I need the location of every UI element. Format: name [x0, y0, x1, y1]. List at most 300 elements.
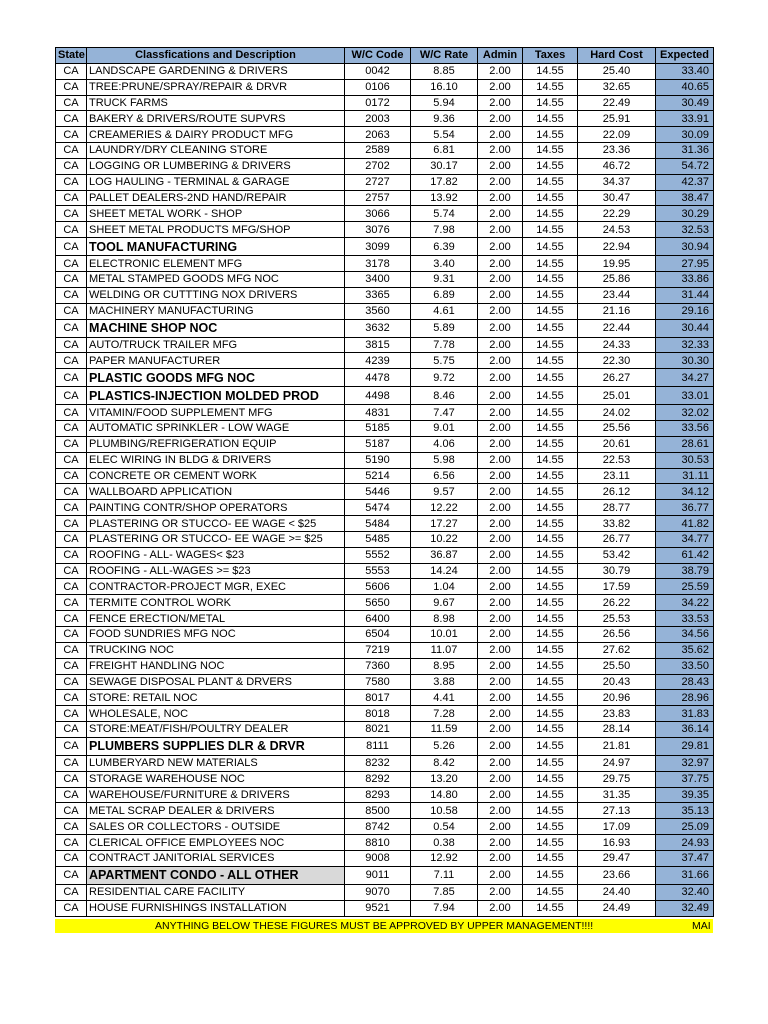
table-row — [56, 143, 714, 159]
cell-admin: 2.00 — [478, 803, 523, 819]
cell-wc-code: 8018 — [345, 706, 411, 722]
table-row — [56, 158, 714, 174]
cell-hard-cost: 26.56 — [578, 627, 656, 643]
cell-expected: 31.11 — [656, 468, 714, 484]
cell-taxes: 14.55 — [523, 127, 578, 143]
cell-wc-code: 8017 — [345, 690, 411, 706]
cell-wc-rate: 8.95 — [411, 658, 478, 674]
cell-wc-rate: 5.94 — [411, 95, 478, 111]
cell-state: CA — [56, 256, 87, 272]
table-row — [56, 79, 714, 95]
cell-state: CA — [56, 850, 87, 866]
table-row — [56, 819, 714, 835]
cell-wc-rate: 5.89 — [411, 319, 478, 337]
cell-admin: 2.00 — [478, 238, 523, 256]
cell-taxes: 14.55 — [523, 835, 578, 851]
cell-wc-code: 9521 — [345, 900, 411, 916]
cell-state: CA — [56, 595, 87, 611]
cell-hard-cost: 21.16 — [578, 303, 656, 319]
cell-taxes: 14.55 — [523, 595, 578, 611]
table-row — [56, 755, 714, 771]
cell-expected: 40.65 — [656, 79, 714, 95]
table-row — [56, 206, 714, 222]
header-taxes: Taxes — [523, 48, 578, 64]
cell-expected: 37.47 — [656, 850, 714, 866]
cell-hard-cost: 26.22 — [578, 595, 656, 611]
cell-description: LAUNDRY/DRY CLEANING STORE — [87, 143, 345, 159]
table-row — [56, 516, 714, 532]
cell-wc-code: 2702 — [345, 158, 411, 174]
cell-wc-rate: 7.11 — [411, 866, 478, 884]
cell-wc-code: 0172 — [345, 95, 411, 111]
cell-admin: 2.00 — [478, 500, 523, 516]
cell-taxes: 14.55 — [523, 547, 578, 563]
cell-description: APARTMENT CONDO - ALL OTHER — [87, 866, 345, 884]
cell-description: SEWAGE DISPOSAL PLANT & DRVERS — [87, 674, 345, 690]
table-row — [56, 642, 714, 658]
cell-description: TREE:PRUNE/SPRAY/REPAIR & DRVR — [87, 79, 345, 95]
cell-hard-cost: 24.53 — [578, 222, 656, 238]
cell-wc-code: 8232 — [345, 755, 411, 771]
cell-expected: 32.40 — [656, 884, 714, 900]
cell-taxes: 14.55 — [523, 436, 578, 452]
table-row — [56, 500, 714, 516]
cell-expected: 38.79 — [656, 563, 714, 579]
cell-admin: 2.00 — [478, 484, 523, 500]
cell-taxes: 14.55 — [523, 95, 578, 111]
cell-wc-rate: 12.22 — [411, 500, 478, 516]
cell-state: CA — [56, 627, 87, 643]
cell-description: RESIDENTIAL CARE FACILITY — [87, 884, 345, 900]
cell-state: CA — [56, 222, 87, 238]
cell-expected: 33.01 — [656, 387, 714, 405]
cell-wc-rate: 36.87 — [411, 547, 478, 563]
cell-wc-rate: 3.40 — [411, 256, 478, 272]
cell-admin: 2.00 — [478, 579, 523, 595]
cell-taxes: 14.55 — [523, 803, 578, 819]
cell-admin: 2.00 — [478, 595, 523, 611]
cell-description: PLUMBING/REFRIGERATION EQUIP — [87, 436, 345, 452]
cell-taxes: 14.55 — [523, 256, 578, 272]
cell-taxes: 14.55 — [523, 690, 578, 706]
cell-admin: 2.00 — [478, 271, 523, 287]
cell-hard-cost: 46.72 — [578, 158, 656, 174]
cell-admin: 2.00 — [478, 111, 523, 127]
cell-admin: 2.00 — [478, 421, 523, 437]
cell-expected: 30.09 — [656, 127, 714, 143]
cell-hard-cost: 30.79 — [578, 563, 656, 579]
cell-wc-rate: 10.22 — [411, 531, 478, 547]
cell-admin: 2.00 — [478, 900, 523, 916]
cell-wc-code: 3632 — [345, 319, 411, 337]
cell-expected: 34.12 — [656, 484, 714, 500]
cell-state: CA — [56, 127, 87, 143]
cell-admin: 2.00 — [478, 95, 523, 111]
table-row — [56, 319, 714, 337]
cell-expected: 31.83 — [656, 706, 714, 722]
cell-wc-code: 8500 — [345, 803, 411, 819]
cell-hard-cost: 33.82 — [578, 516, 656, 532]
cell-hard-cost: 24.97 — [578, 755, 656, 771]
cell-description: PALLET DEALERS-2ND HAND/REPAIR — [87, 190, 345, 206]
cell-admin: 2.00 — [478, 516, 523, 532]
cell-wc-rate: 9.72 — [411, 369, 478, 387]
cell-expected: 33.40 — [656, 63, 714, 79]
cell-expected: 28.43 — [656, 674, 714, 690]
table-row — [56, 238, 714, 256]
cell-expected: 30.29 — [656, 206, 714, 222]
cell-hard-cost: 22.09 — [578, 127, 656, 143]
cell-hard-cost: 29.47 — [578, 850, 656, 866]
table-row — [56, 866, 714, 884]
cell-wc-code: 2063 — [345, 127, 411, 143]
cell-hard-cost: 20.43 — [578, 674, 656, 690]
cell-hard-cost: 20.96 — [578, 690, 656, 706]
cell-description: STORE: RETAIL NOC — [87, 690, 345, 706]
cell-wc-code: 4498 — [345, 387, 411, 405]
cell-state: CA — [56, 484, 87, 500]
cell-state: CA — [56, 611, 87, 627]
cell-wc-code: 5185 — [345, 421, 411, 437]
cell-state: CA — [56, 642, 87, 658]
cell-wc-rate: 5.75 — [411, 353, 478, 369]
cell-wc-rate: 9.31 — [411, 271, 478, 287]
cell-admin: 2.00 — [478, 158, 523, 174]
table-row — [56, 303, 714, 319]
cell-admin: 2.00 — [478, 563, 523, 579]
table-row — [56, 850, 714, 866]
cell-taxes: 14.55 — [523, 627, 578, 643]
cell-description: MACHINERY MANUFACTURING — [87, 303, 345, 319]
cell-hard-cost: 22.30 — [578, 353, 656, 369]
cell-state: CA — [56, 884, 87, 900]
cell-expected: 34.22 — [656, 595, 714, 611]
cell-description: METAL STAMPED GOODS MFG NOC — [87, 271, 345, 287]
cell-wc-code: 3178 — [345, 256, 411, 272]
cell-expected: 29.16 — [656, 303, 714, 319]
cell-wc-rate: 1.04 — [411, 579, 478, 595]
cell-wc-code: 8021 — [345, 722, 411, 738]
cell-state: CA — [56, 468, 87, 484]
cell-description: PAINTING CONTR/SHOP OPERATORS — [87, 500, 345, 516]
cell-state: CA — [56, 755, 87, 771]
cell-admin: 2.00 — [478, 303, 523, 319]
cell-wc-code: 5190 — [345, 452, 411, 468]
cell-wc-rate: 4.61 — [411, 303, 478, 319]
cell-state: CA — [56, 690, 87, 706]
cell-taxes: 14.55 — [523, 787, 578, 803]
cell-hard-cost: 34.37 — [578, 174, 656, 190]
cell-state: CA — [56, 436, 87, 452]
cell-taxes: 14.55 — [523, 111, 578, 127]
cell-expected: 30.30 — [656, 353, 714, 369]
cell-wc-rate: 10.01 — [411, 627, 478, 643]
cell-state: CA — [56, 190, 87, 206]
cell-description: SHEET METAL WORK - SHOP — [87, 206, 345, 222]
cell-admin: 2.00 — [478, 642, 523, 658]
cell-description: TERMITE CONTROL WORK — [87, 595, 345, 611]
cell-state: CA — [56, 547, 87, 563]
cell-wc-code: 3099 — [345, 238, 411, 256]
cell-hard-cost: 24.40 — [578, 884, 656, 900]
header-admin: Admin — [478, 48, 523, 64]
cell-state: CA — [56, 387, 87, 405]
cell-hard-cost: 24.33 — [578, 337, 656, 353]
cell-expected: 30.53 — [656, 452, 714, 468]
cell-expected: 34.56 — [656, 627, 714, 643]
cell-wc-rate: 7.28 — [411, 706, 478, 722]
cell-wc-code: 5474 — [345, 500, 411, 516]
cell-admin: 2.00 — [478, 319, 523, 337]
cell-description: BAKERY & DRIVERS/ROUTE SUPVRS — [87, 111, 345, 127]
cell-description: AUTOMATIC SPRINKLER - LOW WAGE — [87, 421, 345, 437]
cell-taxes: 14.55 — [523, 611, 578, 627]
cell-admin: 2.00 — [478, 674, 523, 690]
cell-state: CA — [56, 771, 87, 787]
header-expected: Expected — [656, 48, 714, 64]
cell-admin: 2.00 — [478, 706, 523, 722]
cell-state: CA — [56, 238, 87, 256]
cell-taxes: 14.55 — [523, 722, 578, 738]
cell-admin: 2.00 — [478, 866, 523, 884]
cell-hard-cost: 28.14 — [578, 722, 656, 738]
cell-wc-rate: 7.94 — [411, 900, 478, 916]
table-row — [56, 658, 714, 674]
cell-wc-code: 2727 — [345, 174, 411, 190]
cell-description: PLASTERING OR STUCCO- EE WAGE >= $25 — [87, 531, 345, 547]
cell-hard-cost: 25.86 — [578, 271, 656, 287]
cell-description: ELECTRONIC ELEMENT MFG — [87, 256, 345, 272]
cell-description: MACHINE SHOP NOC — [87, 319, 345, 337]
cell-taxes: 14.55 — [523, 303, 578, 319]
cell-expected: 37.75 — [656, 771, 714, 787]
cell-wc-code: 3400 — [345, 271, 411, 287]
cell-wc-code: 6504 — [345, 627, 411, 643]
cell-taxes: 14.55 — [523, 206, 578, 222]
cell-description: WALLBOARD APPLICATION — [87, 484, 345, 500]
cell-expected: 35.62 — [656, 642, 714, 658]
cell-wc-rate: 5.98 — [411, 452, 478, 468]
cell-state: CA — [56, 421, 87, 437]
cell-taxes: 14.55 — [523, 819, 578, 835]
cell-taxes: 14.55 — [523, 706, 578, 722]
cell-hard-cost: 32.65 — [578, 79, 656, 95]
cell-wc-code: 3076 — [345, 222, 411, 238]
approval-note: ANYTHING BELOW THESE FIGURES MUST BE APPROVED BY UPPER MANAGEMENT!!!! — [155, 920, 594, 932]
cell-taxes: 14.55 — [523, 353, 578, 369]
cell-state: CA — [56, 405, 87, 421]
cell-hard-cost: 20.61 — [578, 436, 656, 452]
cell-taxes: 14.55 — [523, 484, 578, 500]
cell-admin: 2.00 — [478, 127, 523, 143]
cell-taxes: 14.55 — [523, 531, 578, 547]
cell-hard-cost: 26.77 — [578, 531, 656, 547]
cell-hard-cost: 25.53 — [578, 611, 656, 627]
cell-wc-code: 0042 — [345, 63, 411, 79]
cell-taxes: 14.55 — [523, 850, 578, 866]
cell-wc-rate: 17.82 — [411, 174, 478, 190]
cell-wc-code: 7580 — [345, 674, 411, 690]
table-row — [56, 174, 714, 190]
cell-expected: 32.97 — [656, 755, 714, 771]
cell-expected: 39.35 — [656, 787, 714, 803]
table-row — [56, 387, 714, 405]
cell-description: FENCE ERECTION/METAL — [87, 611, 345, 627]
cell-description: AUTO/TRUCK TRAILER MFG — [87, 337, 345, 353]
cell-taxes: 14.55 — [523, 884, 578, 900]
cell-description: ROOFING - ALL-WAGES >= $23 — [87, 563, 345, 579]
table-row — [56, 436, 714, 452]
cell-hard-cost: 25.40 — [578, 63, 656, 79]
cell-expected: 42.37 — [656, 174, 714, 190]
cell-hard-cost: 22.53 — [578, 452, 656, 468]
cell-expected: 36.14 — [656, 722, 714, 738]
cell-state: CA — [56, 369, 87, 387]
cell-wc-code: 8742 — [345, 819, 411, 835]
cell-taxes: 14.55 — [523, 771, 578, 787]
cell-description: FOOD SUNDRIES MFG NOC — [87, 627, 345, 643]
cell-wc-rate: 13.20 — [411, 771, 478, 787]
cell-state: CA — [56, 835, 87, 851]
cell-hard-cost: 23.83 — [578, 706, 656, 722]
cell-wc-rate: 9.01 — [411, 421, 478, 437]
table-row — [56, 737, 714, 755]
cell-description: WHOLESALE, NOC — [87, 706, 345, 722]
cell-expected: 29.81 — [656, 737, 714, 755]
cell-hard-cost: 25.01 — [578, 387, 656, 405]
cell-expected: 30.94 — [656, 238, 714, 256]
cell-description: TRUCKING NOC — [87, 642, 345, 658]
cell-wc-rate: 7.98 — [411, 222, 478, 238]
cell-admin: 2.00 — [478, 79, 523, 95]
cell-wc-code: 9070 — [345, 884, 411, 900]
cell-wc-rate: 6.56 — [411, 468, 478, 484]
cell-description: STORAGE WAREHOUSE NOC — [87, 771, 345, 787]
cell-description: LOGGING OR LUMBERING & DRIVERS — [87, 158, 345, 174]
table-row — [56, 190, 714, 206]
cell-hard-cost: 28.77 — [578, 500, 656, 516]
cell-wc-code: 5446 — [345, 484, 411, 500]
table-row — [56, 771, 714, 787]
cell-wc-rate: 8.42 — [411, 755, 478, 771]
cell-wc-rate: 0.54 — [411, 819, 478, 835]
table-row — [56, 452, 714, 468]
table-row — [56, 563, 714, 579]
cell-taxes: 14.55 — [523, 63, 578, 79]
cell-description: TRUCK FARMS — [87, 95, 345, 111]
cell-taxes: 14.55 — [523, 658, 578, 674]
table-row — [56, 722, 714, 738]
cell-wc-code: 2589 — [345, 143, 411, 159]
cell-expected: 30.44 — [656, 319, 714, 337]
cell-admin: 2.00 — [478, 63, 523, 79]
cell-hard-cost: 17.09 — [578, 819, 656, 835]
cell-wc-rate: 3.88 — [411, 674, 478, 690]
cell-taxes: 14.55 — [523, 579, 578, 595]
cell-hard-cost: 31.35 — [578, 787, 656, 803]
cell-taxes: 14.55 — [523, 174, 578, 190]
cell-state: CA — [56, 353, 87, 369]
cell-state: CA — [56, 900, 87, 916]
rates-table — [55, 47, 714, 917]
cell-admin: 2.00 — [478, 405, 523, 421]
cell-expected: 33.91 — [656, 111, 714, 127]
cell-wc-rate: 4.41 — [411, 690, 478, 706]
cell-description: HOUSE FURNISHINGS INSTALLATION — [87, 900, 345, 916]
cell-expected: 36.77 — [656, 500, 714, 516]
cell-admin: 2.00 — [478, 353, 523, 369]
cell-expected: 24.93 — [656, 835, 714, 851]
cell-taxes: 14.55 — [523, 563, 578, 579]
cell-wc-code: 4478 — [345, 369, 411, 387]
cell-description: VITAMIN/FOOD SUPPLEMENT MFG — [87, 405, 345, 421]
cell-wc-code: 8292 — [345, 771, 411, 787]
cell-wc-code: 9008 — [345, 850, 411, 866]
cell-wc-code: 5484 — [345, 516, 411, 532]
table-row — [56, 63, 714, 79]
cell-admin: 2.00 — [478, 755, 523, 771]
cell-taxes: 14.55 — [523, 755, 578, 771]
cell-state: CA — [56, 787, 87, 803]
cell-state: CA — [56, 287, 87, 303]
cell-wc-rate: 9.67 — [411, 595, 478, 611]
cell-taxes: 14.55 — [523, 674, 578, 690]
table-row — [56, 287, 714, 303]
cell-description: PLASTICS-INJECTION MOLDED PROD — [87, 387, 345, 405]
cell-wc-rate: 11.59 — [411, 722, 478, 738]
cell-admin: 2.00 — [478, 531, 523, 547]
cell-admin: 2.00 — [478, 884, 523, 900]
cell-state: CA — [56, 674, 87, 690]
cell-taxes: 14.55 — [523, 222, 578, 238]
cell-wc-code: 5552 — [345, 547, 411, 563]
table-row — [56, 900, 714, 916]
cell-expected: 32.49 — [656, 900, 714, 916]
cell-wc-code: 3365 — [345, 287, 411, 303]
cell-wc-code: 5650 — [345, 595, 411, 611]
cell-wc-code: 6400 — [345, 611, 411, 627]
cell-hard-cost: 22.44 — [578, 319, 656, 337]
cell-wc-rate: 7.85 — [411, 884, 478, 900]
cell-expected: 54.72 — [656, 158, 714, 174]
cell-description: LUMBERYARD NEW MATERIALS — [87, 755, 345, 771]
cell-admin: 2.00 — [478, 787, 523, 803]
table-row — [56, 531, 714, 547]
cell-wc-code: 8810 — [345, 835, 411, 851]
cell-admin: 2.00 — [478, 143, 523, 159]
cell-expected: 35.13 — [656, 803, 714, 819]
cell-wc-rate: 7.47 — [411, 405, 478, 421]
cell-state: CA — [56, 500, 87, 516]
cell-description: CONTRACTOR-PROJECT MGR, EXEC — [87, 579, 345, 595]
cell-wc-code: 5187 — [345, 436, 411, 452]
cell-wc-rate: 5.54 — [411, 127, 478, 143]
cell-state: CA — [56, 658, 87, 674]
cell-state: CA — [56, 516, 87, 532]
cell-state: CA — [56, 706, 87, 722]
cell-state: CA — [56, 579, 87, 595]
cell-taxes: 14.55 — [523, 387, 578, 405]
cell-wc-rate: 16.10 — [411, 79, 478, 95]
cell-state: CA — [56, 63, 87, 79]
cell-description: PLASTERING OR STUCCO- EE WAGE < $25 — [87, 516, 345, 532]
table-row — [56, 95, 714, 111]
cell-taxes: 14.55 — [523, 642, 578, 658]
cell-state: CA — [56, 563, 87, 579]
cell-wc-rate: 13.92 — [411, 190, 478, 206]
cell-admin: 2.00 — [478, 174, 523, 190]
cell-description: CONTRACT JANITORIAL SERVICES — [87, 850, 345, 866]
